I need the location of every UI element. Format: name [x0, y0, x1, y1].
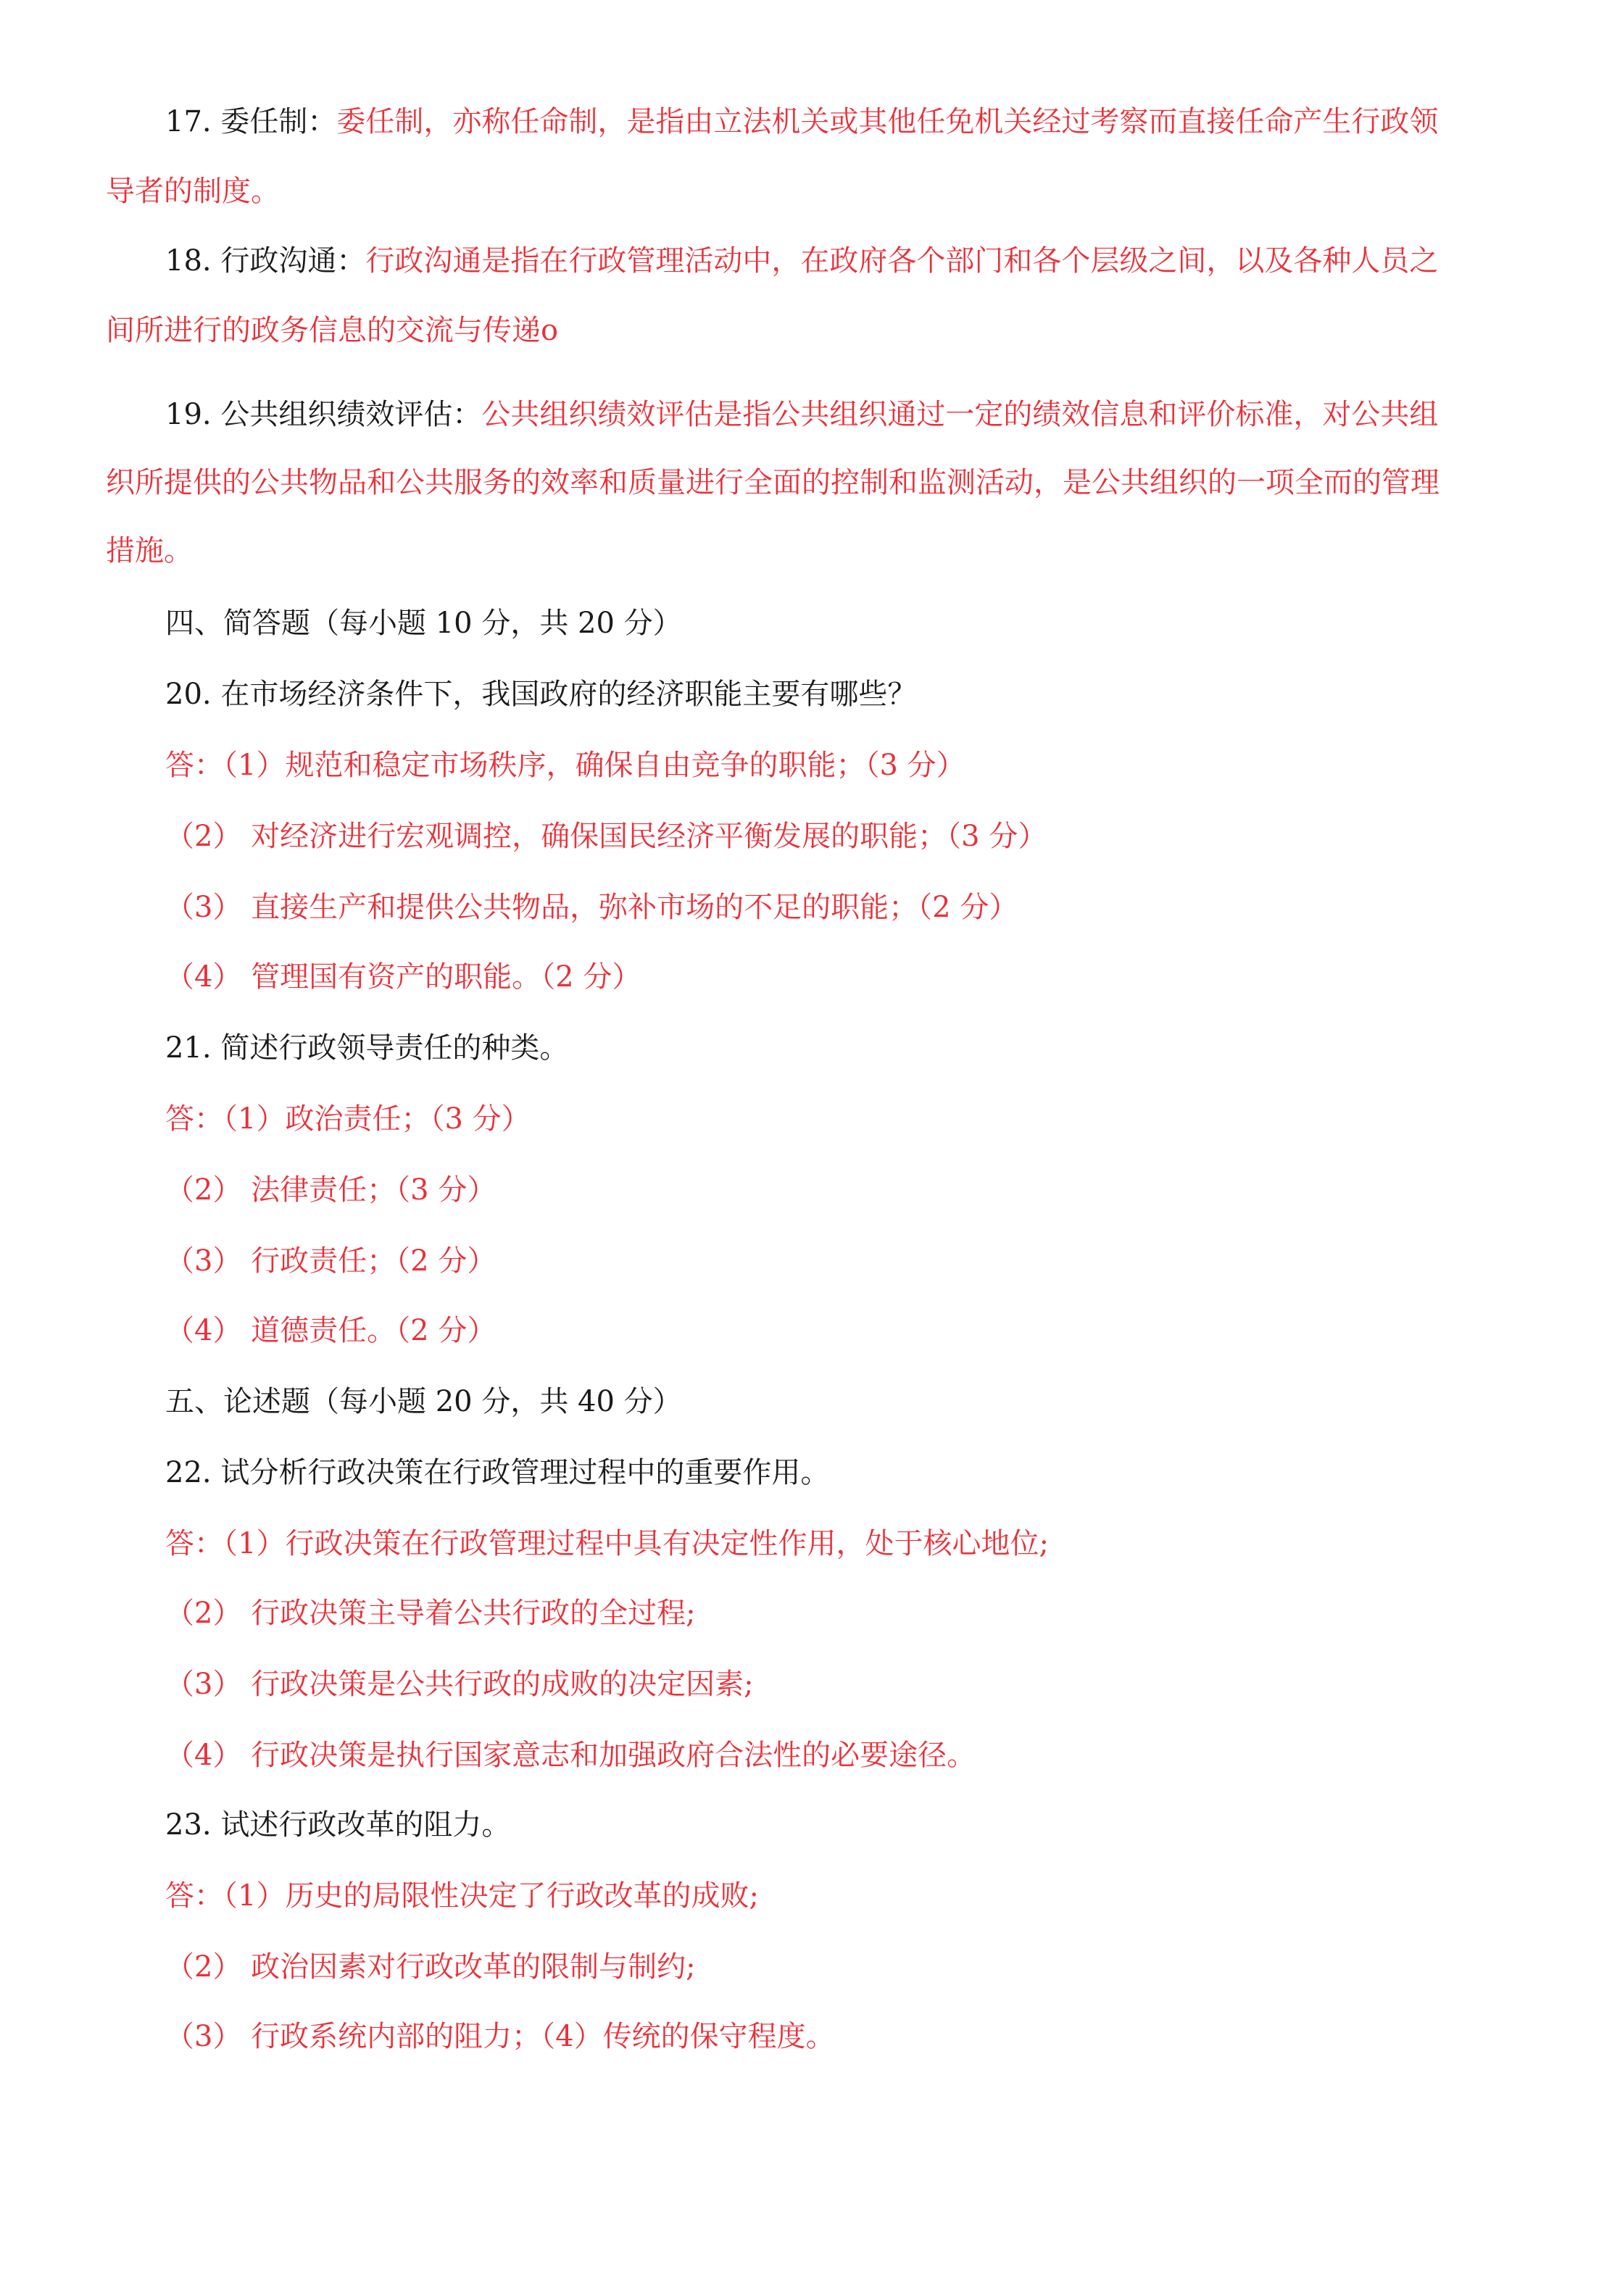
- section-5-heading: 五、论述题（每小题 20 分，共 40 分）: [165, 1385, 682, 1418]
- q23-answer-2: （2） 政治因素对行政改革的限制与制约;: [165, 1950, 696, 1984]
- q23-answer-3: （3） 行政系统内部的阻力；（4）传统的保守程度。: [165, 2020, 835, 2053]
- term-19-definition: 公共组织绩效评估是指公共组织通过一定的绩效信息和评价标准，对公共组: [481, 398, 1439, 431]
- q23-question: 23. 试述行政改革的阻力。: [165, 1808, 511, 1842]
- term-17-line2: 导者的制度。: [106, 175, 280, 208]
- q22-answer-3: （3） 行政决策是公共行政的成败的决定因素;: [165, 1668, 754, 1701]
- q22-question: 22. 试分析行政决策在行政管理过程中的重要作用。: [165, 1456, 830, 1489]
- q21-answer-4: （4） 道德责任。（2 分）: [165, 1314, 497, 1347]
- q21-question: 21. 简述行政领导责任的种类。: [165, 1031, 569, 1065]
- q20-answer-3: （3） 直接生产和提供公共物品，弥补市场的不足的职能；（2 分）: [165, 891, 1018, 924]
- term-18-label: 18. 行政沟通：: [165, 244, 366, 278]
- q21-answer-3: （3） 行政责任；（2 分）: [165, 1244, 497, 1278]
- term-19-line3: 措施。: [106, 534, 193, 567]
- q20-answer-4: （4） 管理国有资产的职能。（2 分）: [165, 960, 641, 994]
- term-17-definition: 委任制，亦称任命制，是指由立法机关或其他任免机关经过考察而直接任命产生行政领: [336, 105, 1439, 138]
- q20-answer-2: （2） 对经济进行宏观调控，确保国民经济平衡发展的职能；（3 分）: [165, 820, 1047, 853]
- term-18-definition: 行政沟通是指在行政管理活动中，在政府各个部门和各个层级之间，以及各种人员之: [365, 244, 1439, 278]
- q22-answer-1: 答：（1）行政决策在行政管理过程中具有决定性作用，处于核心地位;: [165, 1527, 1049, 1560]
- q22-answer-4: （4） 行政决策是执行国家意志和加强政府合法性的必要途径。: [165, 1739, 976, 1772]
- term-19-line2: 织所提供的公共物品和公共服务的效率和质量进行全面的控制和监测活动，是公共组织的一项全而的管理: [106, 466, 1439, 499]
- term-19-line1: [165, 394, 1438, 435]
- q23-answer-1: 答：（1）历史的局限性决定了行政改革的成败;: [165, 1879, 759, 1913]
- term-18-line1: [165, 241, 1438, 281]
- term-17-label: 17. 委任制：: [165, 105, 337, 138]
- q21-answer-2: （2） 法律责任；（3 分）: [165, 1173, 497, 1207]
- q21-answer-1: 答：（1）政治责任；（3 分）: [165, 1102, 531, 1136]
- q22-answer-2: （2） 行政决策主导着公共行政的全过程;: [165, 1597, 696, 1630]
- q20-question: 20. 在市场经济条件下，我国政府的经济职能主要有哪些？: [165, 678, 917, 711]
- q20-answer-1: 答：（1）规范和稳定市场秩序，确保自由竞争的职能；（3 分）: [165, 749, 965, 782]
- section-4-heading: 四、简答题（每小题 10 分，共 20 分）: [165, 607, 682, 640]
- term-17-line1: [165, 101, 1438, 142]
- term-18-line2: 间所进行的政务信息的交流与传递o: [106, 314, 559, 347]
- term-19-label: 19. 公共组织绩效评估：: [165, 398, 482, 431]
